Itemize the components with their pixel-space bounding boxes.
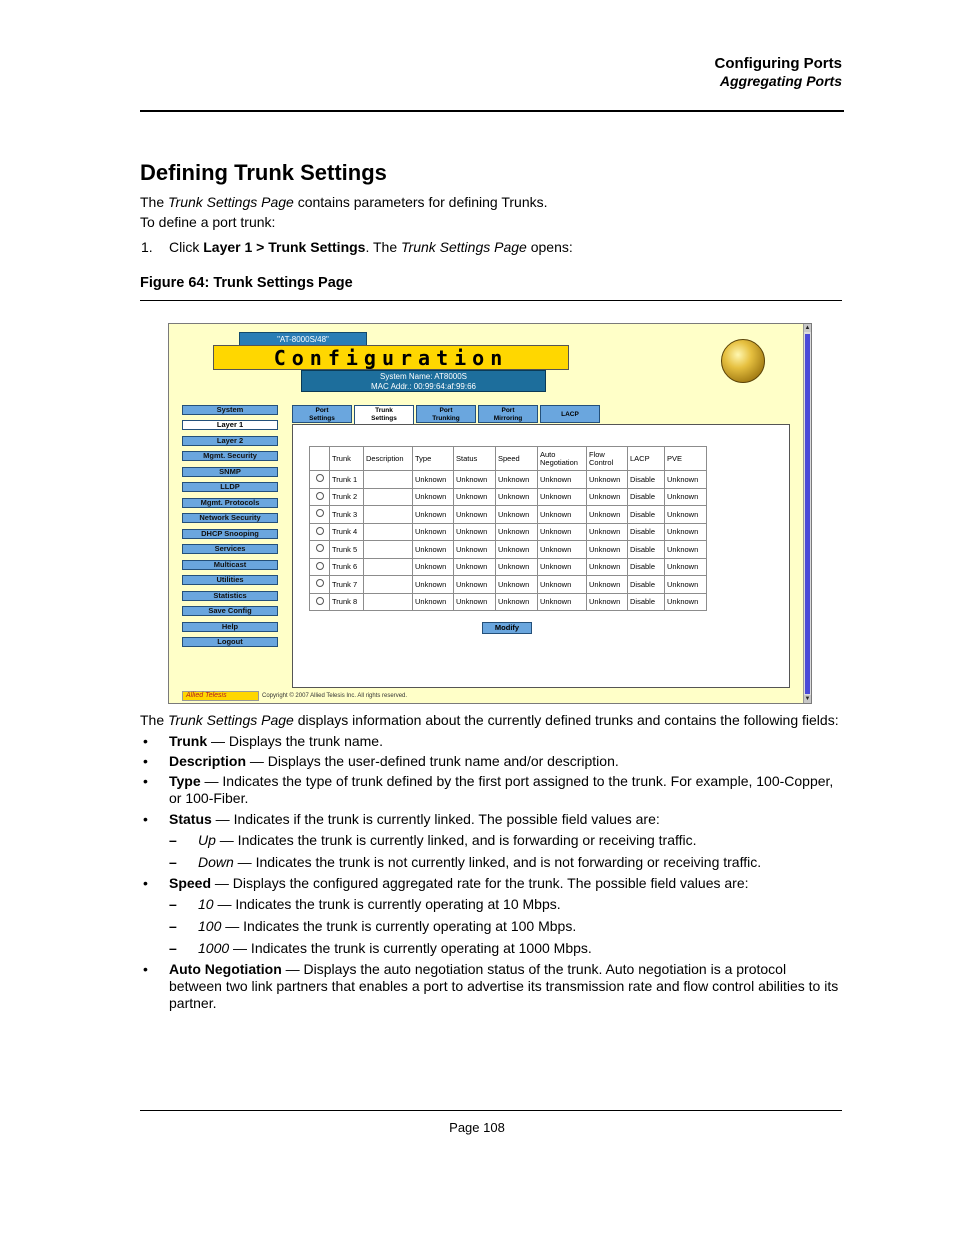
trunk-radio-button[interactable] xyxy=(316,562,324,570)
cell-trunk: Trunk 2 xyxy=(330,488,364,506)
tab-lacp[interactable]: LACP xyxy=(540,405,600,423)
dash-icon: – xyxy=(169,940,177,956)
bullet-icon: • xyxy=(143,875,148,891)
cell-auto-negotiation: Unknown xyxy=(538,488,587,506)
table-row xyxy=(310,506,707,524)
trunk-radio-button[interactable] xyxy=(316,527,324,535)
vertical-scrollbar[interactable] xyxy=(803,324,811,703)
speed-100: 100 — Indicates the trunk is currently operating at 100 Mbps. xyxy=(198,918,577,934)
cell-description xyxy=(364,576,413,594)
trunk-radio-button[interactable] xyxy=(316,544,324,552)
column-header: Type xyxy=(413,447,454,471)
cell-type: Unknown xyxy=(413,523,454,541)
cell-type: Unknown xyxy=(413,471,454,489)
table-row xyxy=(310,576,707,594)
cell-trunk: Trunk 6 xyxy=(330,558,364,576)
table-row xyxy=(310,471,707,489)
scroll-up-icon[interactable]: ▲ xyxy=(804,325,811,331)
cell-status: Unknown xyxy=(454,541,496,559)
scroll-down-icon[interactable]: ▼ xyxy=(804,696,811,702)
column-header: Trunk xyxy=(330,447,364,471)
column-header: LACP xyxy=(628,447,665,471)
cell-pve: Unknown xyxy=(665,558,707,576)
cell-type: Unknown xyxy=(413,488,454,506)
table-row xyxy=(310,541,707,559)
cell-pve: Unknown xyxy=(665,523,707,541)
running-header-title: Configuring Ports xyxy=(714,55,842,72)
cell-trunk: Trunk 1 xyxy=(330,471,364,489)
speed-10: 10 — Indicates the trunk is currently operating at 10 Mbps. xyxy=(198,896,561,912)
nav-utilities[interactable]: Utilities xyxy=(182,575,278,585)
field-type: Type — Indicates the type of trunk defined by the first port assigned to the trunk. For example, 100-Copper, or 100-Fiber. xyxy=(169,773,834,806)
field-auto-negotiation: Auto Negotiation — Displays the auto negotiation status of the trunk. Auto negotiation is a protocol between two link partners that enables a port to advertise its transmission rate and flow control abilities to its partner. xyxy=(169,961,839,1011)
cell-trunk: Trunk 4 xyxy=(330,523,364,541)
trunk-radio-button[interactable] xyxy=(316,597,324,605)
cell-status: Unknown xyxy=(454,558,496,576)
nav-multicast[interactable]: Multicast xyxy=(182,560,278,570)
field-status: Status — Indicates if the trunk is currently linked. The possible field values are: xyxy=(169,811,660,827)
cell-description xyxy=(364,506,413,524)
trunk-radio-button[interactable] xyxy=(316,509,324,517)
running-header-subtitle: Aggregating Ports xyxy=(719,73,842,89)
speed-1000: 1000 — Indicates the trunk is currently operating at 1000 Mbps. xyxy=(198,940,592,956)
cell-type: Unknown xyxy=(413,576,454,594)
cell-lacp: Disable xyxy=(628,541,665,559)
cell-auto-negotiation: Unknown xyxy=(538,523,587,541)
cell-trunk: Trunk 3 xyxy=(330,506,364,524)
bullet-icon: • xyxy=(143,733,148,749)
cell-flow-control: Unknown xyxy=(587,576,628,594)
cell-pve: Unknown xyxy=(665,488,707,506)
intro-line-1: The Trunk Settings Page contains parameters for defining Trunks. xyxy=(140,194,548,210)
column-header: PVE xyxy=(665,447,707,471)
bullet-icon: • xyxy=(143,773,148,789)
cell-description xyxy=(364,541,413,559)
tab-trunk-settings[interactable]: Trunk Settings xyxy=(354,405,414,426)
cell-auto-negotiation: Unknown xyxy=(538,558,587,576)
cell-auto-negotiation: Unknown xyxy=(538,593,587,611)
fields-intro: The Trunk Settings Page displays information about the currently defined trunks and contains the following fields: xyxy=(140,712,839,728)
cell-speed: Unknown xyxy=(496,506,538,524)
cell-flow-control: Unknown xyxy=(587,471,628,489)
column-header: Description xyxy=(364,447,413,471)
tab-port-trunking[interactable]: Port Trunking xyxy=(416,405,476,423)
cell-status: Unknown xyxy=(454,523,496,541)
status-up: Up — Indicates the trunk is currently linked, and is forwarding or receiving traffic. xyxy=(198,832,697,848)
cell-status: Unknown xyxy=(454,488,496,506)
cell-auto-negotiation: Unknown xyxy=(538,576,587,594)
tab-port-mirroring[interactable]: Port Mirroring xyxy=(478,405,538,423)
page-number: Page 108 xyxy=(449,1120,505,1135)
cell-flow-control: Unknown xyxy=(587,558,628,576)
cell-lacp: Disable xyxy=(628,576,665,594)
field-description: Description — Displays the user-defined trunk name and/or description. xyxy=(169,753,619,769)
nav-dhcp-snooping[interactable]: DHCP Snooping xyxy=(182,529,278,539)
field-speed: Speed — Displays the configured aggregated rate for the trunk. The possible field values are: xyxy=(169,875,749,891)
cell-status: Unknown xyxy=(454,593,496,611)
globe-logo-icon xyxy=(721,339,765,383)
figure-rule xyxy=(140,300,842,301)
nav-statistics[interactable]: Statistics xyxy=(182,591,278,601)
cell-flow-control: Unknown xyxy=(587,506,628,524)
tab-port-settings[interactable]: Port Settings xyxy=(292,405,352,423)
scrollbar-thumb[interactable] xyxy=(805,334,810,694)
trunk-radio-button[interactable] xyxy=(316,579,324,587)
cell-trunk: Trunk 5 xyxy=(330,541,364,559)
menu-path: Layer 1 > Trunk Settings xyxy=(203,239,366,255)
field-trunk: Trunk — Displays the trunk name. xyxy=(169,733,383,749)
table-header-row xyxy=(310,447,707,471)
cell-flow-control: Unknown xyxy=(587,593,628,611)
cell-description xyxy=(364,523,413,541)
cell-lacp: Disable xyxy=(628,558,665,576)
cell-type: Unknown xyxy=(413,541,454,559)
nav-snmp[interactable]: SNMP xyxy=(182,467,278,477)
cell-pve: Unknown xyxy=(665,576,707,594)
cell-status: Unknown xyxy=(454,506,496,524)
cell-type: Unknown xyxy=(413,506,454,524)
column-header: Auto Negotiation xyxy=(538,447,587,471)
step-number: 1. xyxy=(141,239,153,255)
modify-button[interactable]: Modify xyxy=(482,622,532,634)
cell-flow-control: Unknown xyxy=(587,523,628,541)
cell-lacp: Disable xyxy=(628,471,665,489)
system-name: System Name: AT8000S xyxy=(380,372,467,381)
nav-help[interactable]: Help xyxy=(182,622,278,632)
cell-trunk: Trunk 8 xyxy=(330,593,364,611)
table-row xyxy=(310,593,707,611)
cell-description xyxy=(364,558,413,576)
cell-flow-control: Unknown xyxy=(587,541,628,559)
column-header: Status xyxy=(454,447,496,471)
nav-lldp[interactable]: LLDP xyxy=(182,482,278,492)
cell-flow-control: Unknown xyxy=(587,488,628,506)
nav-layer-2[interactable]: Layer 2 xyxy=(182,436,278,446)
trunk-table xyxy=(309,446,707,611)
nav-logout[interactable]: Logout xyxy=(182,637,278,647)
table-row xyxy=(310,488,707,506)
mac-address: MAC Addr.: 00:99:64:af:99:66 xyxy=(371,382,476,391)
configuration-banner: Configuration xyxy=(213,345,569,370)
bullet-icon: • xyxy=(143,811,148,827)
cell-type: Unknown xyxy=(413,593,454,611)
cell-lacp: Disable xyxy=(628,506,665,524)
cell-lacp: Disable xyxy=(628,488,665,506)
copyright-notice: Copyright © 2007 Allied Telesis Inc. All rights reserved. xyxy=(262,693,408,699)
cell-type: Unknown xyxy=(413,558,454,576)
bullet-icon: • xyxy=(143,753,148,769)
cell-speed: Unknown xyxy=(496,488,538,506)
cell-lacp: Disable xyxy=(628,593,665,611)
section-title: Defining Trunk Settings xyxy=(140,160,387,185)
nav-layer-1[interactable]: Layer 1 xyxy=(182,420,278,430)
nav-services[interactable]: Services xyxy=(182,544,278,554)
status-down: Down — Indicates the trunk is not currently linked, and is not forwarding or receiving traffic. xyxy=(198,854,762,870)
dash-icon: – xyxy=(169,896,177,912)
cell-speed: Unknown xyxy=(496,523,538,541)
trunk-settings-screenshot xyxy=(168,323,812,704)
cell-speed: Unknown xyxy=(496,541,538,559)
intro-line-2: To define a port trunk: xyxy=(140,214,276,230)
cell-description xyxy=(364,471,413,489)
cell-auto-negotiation: Unknown xyxy=(538,471,587,489)
cell-status: Unknown xyxy=(454,576,496,594)
system-info-box xyxy=(301,370,546,392)
dash-icon: – xyxy=(169,918,177,934)
cell-status: Unknown xyxy=(454,471,496,489)
trunk-radio-button[interactable] xyxy=(316,492,324,500)
bullet-icon: • xyxy=(143,961,148,977)
nav-network-security[interactable]: Network Security xyxy=(182,513,278,523)
column-header: Speed xyxy=(496,447,538,471)
step-1-text: Click Layer 1 > Trunk Settings. The Trunk Settings Page opens: xyxy=(169,239,573,255)
cell-speed: Unknown xyxy=(496,471,538,489)
dash-icon: – xyxy=(169,832,177,848)
nav-system[interactable]: System xyxy=(182,405,278,415)
cell-trunk: Trunk 7 xyxy=(330,576,364,594)
cell-description xyxy=(364,593,413,611)
cell-pve: Unknown xyxy=(665,471,707,489)
allied-telesis-logo: Allied Telesis xyxy=(182,691,259,701)
footer-rule xyxy=(140,1110,842,1111)
trunk-radio-button[interactable] xyxy=(316,474,324,482)
table-row xyxy=(310,523,707,541)
cell-speed: Unknown xyxy=(496,576,538,594)
cell-description xyxy=(364,488,413,506)
intro-italic: Trunk Settings Page xyxy=(168,194,294,210)
select-column-header xyxy=(310,447,330,471)
cell-pve: Unknown xyxy=(665,541,707,559)
cell-lacp: Disable xyxy=(628,523,665,541)
cell-auto-negotiation: Unknown xyxy=(538,541,587,559)
nav-mgmt-protocols[interactable]: Mgmt. Protocols xyxy=(182,498,278,508)
cell-pve: Unknown xyxy=(665,593,707,611)
cell-auto-negotiation: Unknown xyxy=(538,506,587,524)
figure-caption: Figure 64: Trunk Settings Page xyxy=(140,275,353,291)
model-label: "AT-8000S/48" xyxy=(239,332,367,346)
dash-icon: – xyxy=(169,854,177,870)
column-header: Flow Control xyxy=(587,447,628,471)
cell-speed: Unknown xyxy=(496,593,538,611)
cell-speed: Unknown xyxy=(496,558,538,576)
nav-save-config[interactable]: Save Config xyxy=(182,606,278,616)
cell-pve: Unknown xyxy=(665,506,707,524)
nav-mgmt-security[interactable]: Mgmt. Security xyxy=(182,451,278,461)
header-rule xyxy=(140,110,844,112)
table-row xyxy=(310,558,707,576)
